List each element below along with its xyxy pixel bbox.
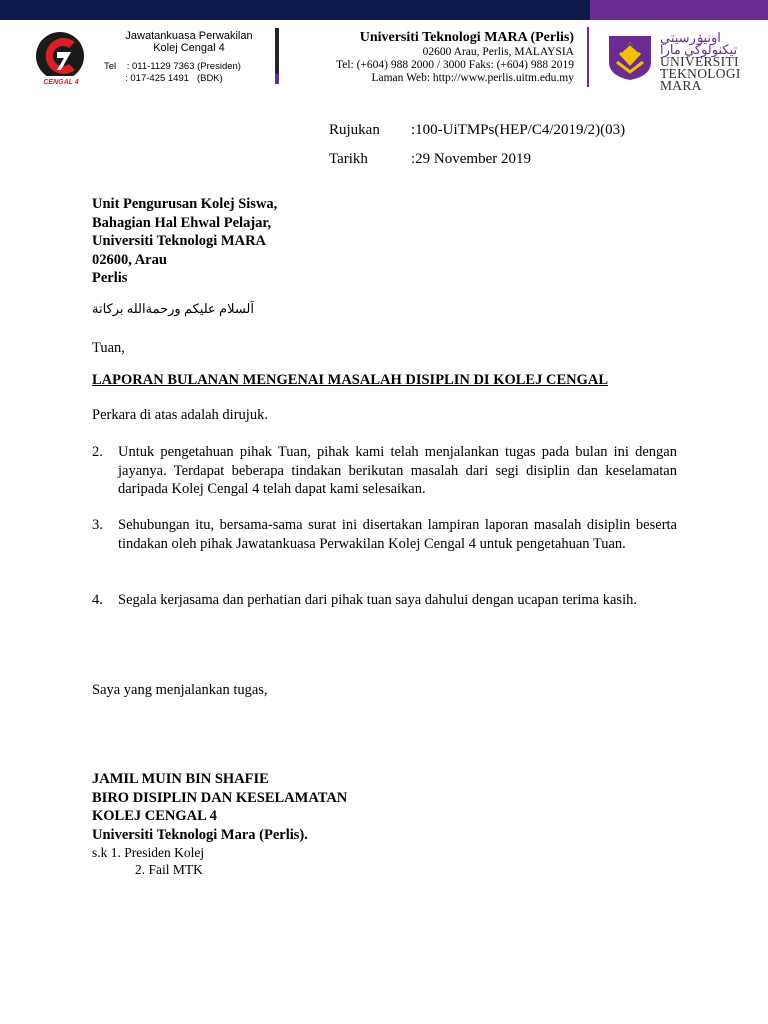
intro-line: Perkara di atas adalah dirujuk. (92, 407, 268, 423)
signatory-university: Universiti Teknologi Mara (Perlis). (92, 826, 308, 843)
uitm-word-2: TEKNOLOGI (660, 66, 741, 81)
header-divider-right (587, 27, 589, 87)
uitm-phone-fax: Tel: (+604) 988 2000 / 3000 Faks: (+604) 988 2019 (336, 59, 574, 71)
committee-block (104, 30, 274, 85)
uitm-address: 02600 Arau, Perlis, MALAYSIA (422, 46, 574, 58)
tarikh-value: :29 November 2019 (411, 151, 531, 167)
cengal-logo-text: CENGAL 4 (43, 79, 79, 86)
closing-line: Saya yang menjalankan tugas, (92, 682, 268, 698)
header-bar-navy (0, 0, 590, 20)
paragraph-number: 4. (92, 592, 103, 608)
paragraph-text: Segala kerjasama dan perhatian dari pihak tuan saya dahului dengan ucapan terima kasih. (118, 592, 637, 608)
recipient-line: Bahagian Hal Ehwal Pelajar, (92, 214, 272, 231)
paragraph-number: 3. (92, 517, 103, 533)
signatory-name: JAMIL MUIN BIN SHAFIE (92, 771, 269, 787)
letter-subject: LAPORAN BULANAN MENGENAI MASALAH DISIPLIN DI KOLEJ CENGAL (92, 372, 609, 388)
recipient-line: Unit Pengurusan Kolej Siswa, (92, 196, 278, 212)
committee-name-line1: Jawatankuasa Perwakilan (125, 30, 253, 42)
recipient-address (92, 195, 677, 288)
cc-line-2: 2. Fail MTK (135, 862, 203, 877)
paragraph-text: Untuk pengetahuan pihak Tuan, pihak kami telah menjalankan tugas pada bulan ini dengan jayanya. Terdapat beberapa tindakan berikutan masalah dari segi disiplin dan keselamatan daripada Kolej Cengal 4 telah dapat kami selesaikan. (118, 444, 677, 497)
reference-block (329, 116, 625, 174)
signatory-college: KOLEJ CENGAL 4 (92, 808, 217, 824)
greeting: Tuan, (92, 340, 125, 356)
rujukan-value: :100-UiTMPs(HEP/C4/2019/2)(03) (411, 122, 626, 138)
recipient-line: Perlis (92, 270, 128, 286)
committee-tel-bdk: : 017-425 1491 (BDK) (104, 73, 223, 84)
uitm-word-3: MARA (660, 78, 702, 93)
paragraph-number: 2. (92, 444, 103, 460)
uitm-crest-icon (605, 32, 655, 82)
signatory-position: BIRO DISIPLIN DAN KESELAMATAN (92, 789, 348, 806)
rujukan-label: Rujukan (329, 122, 380, 138)
uitm-address-block (274, 30, 574, 85)
cengal-4-logo (31, 30, 93, 88)
committee-name-line2: Kolej Cengal 4 (153, 42, 225, 54)
paragraph-4 (92, 591, 677, 610)
paragraph-3 (92, 516, 677, 553)
uitm-word-1: UNIVERSITI (660, 54, 739, 69)
paragraph-text: Sehubungan itu, bersama-sama surat ini disertakan lampiran laporan masalah disiplin beserta tindakan oleh pihak Jawatankuasa Perwakilan Kolej Cengal 4 untuk pengetahuan Tuan. (118, 517, 677, 552)
uitm-title: Universiti Teknologi MARA (Perlis) (359, 30, 574, 45)
tarikh-label: Tarikh (329, 151, 368, 167)
recipient-line: 02600, Arau (92, 251, 167, 268)
paragraph-2 (92, 443, 677, 499)
arabic-salutation: اَلسلام عليكم ورحمةالله بركاتة (92, 301, 254, 316)
uitm-jawi-text: اونيۏرسيتي تيكنولوڬي مارا (660, 30, 738, 57)
cc-line-1: s.k 1. Presiden Kolej (92, 845, 205, 860)
uitm-website: Laman Web: http://www.perlis.uitm.edu.my (371, 72, 574, 84)
cc-block (92, 844, 677, 878)
uitm-wordmark (660, 32, 760, 92)
committee-tel-president: Tel : 011-1129 7363 (Presiden) (104, 61, 241, 72)
signature-block (92, 770, 677, 844)
recipient-line: Universiti Teknologi MARA (92, 233, 267, 249)
header-bar-purple (590, 0, 768, 20)
